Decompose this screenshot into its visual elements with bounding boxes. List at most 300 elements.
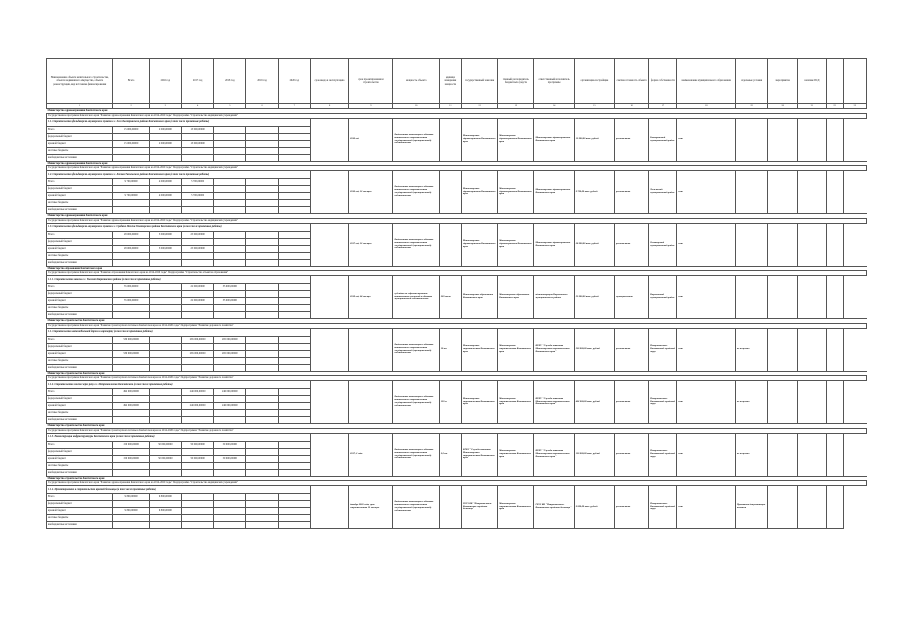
amount-year-4 <box>246 357 278 364</box>
amount-year-3 <box>214 147 246 154</box>
amount-year-3 <box>214 305 246 312</box>
amount-year-2 <box>181 154 213 161</box>
amount-year-2 <box>181 291 213 298</box>
object-row <box>47 171 867 179</box>
info-c21: нет <box>677 118 735 161</box>
header-cell: мощность объекта <box>393 59 439 104</box>
info-cell <box>798 433 826 476</box>
amount-year-1 <box>149 312 181 319</box>
ministry-name: Министерство здравоохранения Камчатского края <box>47 109 867 114</box>
info-term: декабрь 2016 года, срок строительства 12 месяцев <box>349 486 393 529</box>
info-term: 2016 год, 12 месяцев <box>349 171 393 214</box>
column-number: 10 <box>393 104 439 109</box>
amount-year-2 <box>181 364 213 371</box>
amount-year-1: 2 000,00000 <box>149 140 181 147</box>
info-cell <box>826 223 843 266</box>
info-cell <box>798 171 826 214</box>
amount-total: 28 000,00000 <box>113 231 149 238</box>
amount-total <box>113 312 149 319</box>
column-number: 11 <box>439 104 461 109</box>
info-c22 <box>735 171 767 214</box>
header-cell: сметная стоимость объекта <box>615 59 649 104</box>
amount-year-1 <box>149 336 181 343</box>
amount-year-4 <box>246 259 278 266</box>
amount-year-4 <box>246 469 278 476</box>
financing-source: внебюджетные источники <box>47 312 113 319</box>
amount-year-1 <box>149 462 181 469</box>
header-cell: главный распорядитель бюджетных средств <box>498 59 534 104</box>
program-name: Государственная программа Камчатского края "Развитие здравоохранения Камчатского края на 2014-2020 годы" Подпрограмма "Строительство медицинских учреждений" <box>47 218 867 223</box>
amount-year-3 <box>214 291 246 298</box>
info-c19: региональная <box>615 433 649 476</box>
amount-year-3 <box>214 357 246 364</box>
ministry-name: Министерство строительства Камчатского края <box>47 476 867 481</box>
header-row <box>47 59 867 104</box>
amount-year-2 <box>181 343 213 350</box>
financing-source: местные бюджеты <box>47 410 113 417</box>
amount-year-3 <box>214 186 246 193</box>
info-c20: Петропавловск-Камчатский городской округ <box>649 328 677 371</box>
info-c17: Министерство здравоохранения Камчатского края <box>534 223 574 266</box>
amount-total <box>113 410 149 417</box>
info-c18: 28 000,00 тыс. рублей <box>574 223 614 266</box>
column-number: 20 <box>768 104 798 109</box>
amount-year-3 <box>214 252 246 259</box>
column-number: 6 <box>246 104 278 109</box>
amount-year-1 <box>149 207 181 214</box>
amount-year-3 <box>214 259 246 266</box>
info-c15: ГБУЗ КК "Петропавловск-Камчатская городская больница" <box>461 486 497 529</box>
info-cell <box>798 381 826 424</box>
amount-year-1 <box>149 343 181 350</box>
amount-year-2 <box>181 200 213 207</box>
amount-total <box>113 522 149 529</box>
amount-year-5 <box>278 410 310 417</box>
info-c18: 9 700,00 тыс. рублей <box>574 171 614 214</box>
amount-year-5 <box>278 494 310 501</box>
amount-year-4 <box>246 238 278 245</box>
amount-total: 9 700,00000 <box>113 193 149 200</box>
amount-year-2: 246 000,00000 <box>181 389 213 396</box>
amount-year-3: 33 000,00000 <box>214 284 246 291</box>
amount-year-5 <box>278 364 310 371</box>
amount-year-3 <box>214 231 246 238</box>
column-number: 14 <box>534 104 574 109</box>
amount-year-5 <box>278 501 310 508</box>
amount-year-5 <box>278 508 310 515</box>
column-number: 13 <box>498 104 534 109</box>
info-c16: Министерство здравоохранения Камчатского края <box>498 171 534 214</box>
amount-total <box>113 357 149 364</box>
column-number: 1 <box>47 104 113 109</box>
amount-year-2 <box>181 186 213 193</box>
table-body <box>47 109 867 529</box>
info-c19: региональная <box>615 223 649 266</box>
amount-total: 150 000,00000 <box>113 455 149 462</box>
amount-year-4 <box>246 207 278 214</box>
info-mark: Бюджетные инвестиции в объекты капитального строительства государственной (муниципальной) собственности <box>393 381 439 424</box>
amount-year-1 <box>149 448 181 455</box>
info-c22 <box>735 223 767 266</box>
amount-year-4 <box>246 154 278 161</box>
amount-total <box>113 154 149 161</box>
amount-year-4 <box>246 298 278 305</box>
object-name: 1.1.4. Проектирование и строительство краевой больницы (в том числе проектные работы) <box>47 486 311 494</box>
financing-source: внебюджетные источники <box>47 154 113 161</box>
info-cell <box>826 328 843 371</box>
amount-total <box>113 396 149 403</box>
info-c18: 150 000,00 тыс. рублей <box>574 433 614 476</box>
column-number: 22 <box>826 104 843 109</box>
info-c20: Карагинский муниципальный район <box>649 276 677 319</box>
header-cell: государственный заказчик <box>461 59 497 104</box>
program-name: Государственная программа Камчатского края "Развитие здравоохранения Камчатского края на 2014-2020 годы" Подпрограмма "Строительство медицинских учреждений" <box>47 481 867 486</box>
program-name: Государственная программа Камчатского края "Развитие здравоохранения Камчатского края на 2014-2020 годы" Подпрограмма "Строительство медицинских учреждений" <box>47 113 867 118</box>
amount-year-3 <box>214 522 246 529</box>
amount-year-3 <box>214 410 246 417</box>
amount-total: 492 000,00000 <box>113 403 149 410</box>
amount-year-3 <box>214 140 246 147</box>
info-c14 <box>439 171 461 214</box>
column-number: 19 <box>735 104 767 109</box>
amount-year-1: 3 000,00000 <box>149 231 181 238</box>
info-cell <box>310 381 348 424</box>
amount-total <box>113 186 149 193</box>
column-number: 4 <box>181 104 213 109</box>
info-cell <box>798 223 826 266</box>
header-cell: организация-застройщик <box>574 59 614 104</box>
amount-year-3: 50 000,00000 <box>214 455 246 462</box>
amount-year-4 <box>246 396 278 403</box>
info-term <box>349 328 393 371</box>
amount-year-3: 50 000,00000 <box>214 441 246 448</box>
info-c22: Проектная документация имеется <box>735 486 767 529</box>
amount-total <box>113 515 149 522</box>
amount-year-5 <box>278 179 310 186</box>
info-cell <box>310 118 348 161</box>
amount-year-5 <box>278 147 310 154</box>
financing-source: Всего <box>47 389 113 396</box>
amount-year-3 <box>214 312 246 319</box>
amount-year-5 <box>278 133 310 140</box>
financing-source: Всего <box>47 494 113 501</box>
info-c16: Министерство здравоохранения Камчатского края <box>498 118 534 161</box>
amount-year-1 <box>149 133 181 140</box>
info-cell <box>768 486 798 529</box>
amount-year-4 <box>246 448 278 455</box>
object-name: 1.1. Строительство автомобильной дороги к аэропорту (в том числе проектные работы) <box>47 328 311 336</box>
amount-year-4 <box>246 284 278 291</box>
info-c16: Министерство строительства Камчатского края <box>498 486 534 529</box>
amount-year-3 <box>214 462 246 469</box>
amount-total: 28 000,00000 <box>113 245 149 252</box>
amount-year-2 <box>181 469 213 476</box>
amount-year-1 <box>149 252 181 259</box>
info-mark: субсидии на софинансирование капитальных вложений в объекты муниципальной собственности <box>393 276 439 319</box>
amount-year-2 <box>181 494 213 501</box>
amount-year-5 <box>278 417 310 424</box>
financing-source: краевой бюджет <box>47 455 113 462</box>
amount-year-1: 3 000,00000 <box>149 245 181 252</box>
program-name: Государственная программа Камчатского края "Развитие транспортной системы в Камчатском крае на 2014-2020 годы" Подпрограмма "Развитие дорожного хозяйства" <box>47 323 867 328</box>
info-mark: Бюджетные инвестиции в объекты капитального строительства государственной (муниципальной) собственности <box>393 171 439 214</box>
amount-year-2 <box>181 396 213 403</box>
column-number: 9 <box>349 104 393 109</box>
info-cell <box>768 223 798 266</box>
amount-year-5 <box>278 462 310 469</box>
amount-year-1 <box>149 238 181 245</box>
financing-source: федеральный бюджет <box>47 186 113 193</box>
info-cell <box>768 433 798 476</box>
amount-year-4 <box>246 364 278 371</box>
info-c15: Министерство здравоохранения Камчатского края <box>461 171 497 214</box>
amount-total: 530 000,00000 <box>113 350 149 357</box>
amount-year-5 <box>278 284 310 291</box>
amount-year-4 <box>246 508 278 515</box>
amount-year-3: 246 000,00000 <box>214 389 246 396</box>
amount-year-4 <box>246 455 278 462</box>
amount-year-4 <box>246 494 278 501</box>
amount-total: 530 000,00000 <box>113 336 149 343</box>
object-name: 1.2. Строительство фельдшерско-акушерского пункта в с. Лесная Тигильского района Камчатского края (в том числе проектные работы) <box>47 171 311 179</box>
header-cell: наличие ПСД <box>798 59 826 104</box>
amount-year-1 <box>149 154 181 161</box>
amount-year-5 <box>278 231 310 238</box>
amount-year-1 <box>149 147 181 154</box>
amount-year-4 <box>246 179 278 186</box>
header-cell: отдельные условия <box>735 59 767 104</box>
info-cell <box>798 276 826 319</box>
info-c21: нет <box>677 433 735 476</box>
info-c17: Министерство здравоохранения Камчатского края <box>534 118 574 161</box>
financing-source: краевой бюджет <box>47 350 113 357</box>
financing-source: местные бюджеты <box>47 200 113 207</box>
ministry-name: Министерство строительства Камчатского края <box>47 319 867 324</box>
amount-year-5 <box>278 389 310 396</box>
amount-year-1 <box>149 291 181 298</box>
amount-year-4 <box>246 133 278 140</box>
amount-year-1 <box>149 305 181 312</box>
ministry-name: Министерство здравоохранения Камчатского края <box>47 161 867 166</box>
amount-year-3 <box>214 179 246 186</box>
ministry-name: Министерство образования Камчатского края <box>47 266 867 271</box>
info-c20: Петропавловск-Камчатский городской округ <box>649 486 677 529</box>
info-c21: нет <box>677 328 735 371</box>
amount-year-1: 4 000,00000 <box>149 193 181 200</box>
amount-year-2 <box>181 252 213 259</box>
amount-year-5 <box>278 357 310 364</box>
info-cell <box>768 328 798 371</box>
info-c14: 320 мест <box>439 276 461 319</box>
financing-source: Всего <box>47 284 113 291</box>
amount-year-4 <box>246 403 278 410</box>
amount-year-3 <box>214 417 246 424</box>
financing-source: местные бюджеты <box>47 147 113 154</box>
amount-total: 55 000,00000 <box>113 298 149 305</box>
amount-total <box>113 469 149 476</box>
amount-year-4 <box>246 312 278 319</box>
amount-year-5 <box>278 259 310 266</box>
amount-total <box>113 238 149 245</box>
amount-year-2 <box>181 522 213 529</box>
object-name: 1.1. Строительство фельдшерско-акушерского пункта в с. Эссо Быстринского района Камчатского края (в том числе проектные работы) <box>47 118 311 126</box>
financing-source: федеральный бюджет <box>47 501 113 508</box>
info-c16: Министерство строительства Камчатского края <box>498 328 534 371</box>
amount-year-4 <box>246 410 278 417</box>
amount-year-1 <box>149 284 181 291</box>
header-cell: срок ввода в эксплуатацию <box>310 59 348 104</box>
info-cell <box>826 171 843 214</box>
amount-total <box>113 207 149 214</box>
info-c22: не получено <box>735 328 767 371</box>
amount-year-3 <box>214 207 246 214</box>
financing-source: Всего <box>47 126 113 133</box>
info-c14 <box>439 223 461 266</box>
amount-year-1 <box>149 200 181 207</box>
amount-year-4 <box>246 522 278 529</box>
header-cell <box>826 59 843 104</box>
info-c14: 10 км <box>439 328 461 371</box>
amount-year-2: 22 000,00000 <box>181 284 213 291</box>
amount-total <box>113 291 149 298</box>
info-c21: нет <box>677 276 735 319</box>
info-c21: нет <box>677 486 735 529</box>
amount-year-4 <box>246 389 278 396</box>
info-c20: Быстринский муниципальный район <box>649 118 677 161</box>
info-c15: Министерство строительства Камчатского края <box>461 381 497 424</box>
info-mark: Бюджетные инвестиции в объекты капитального строительства государственной (муниципальной) собственности <box>393 223 439 266</box>
amount-year-5 <box>278 343 310 350</box>
program-name: Государственная программа Камчатского края "Развитие здравоохранения Камчатского края на 2014-2020 годы" Подпрограмма "Строительство медицинских учреждений" <box>47 166 867 171</box>
amount-year-2 <box>181 305 213 312</box>
amount-year-1 <box>149 350 181 357</box>
info-cell <box>798 486 826 529</box>
financing-source: Всего <box>47 441 113 448</box>
info-cell <box>768 171 798 214</box>
ministry-name: Министерство строительства Камчатского края <box>47 424 867 429</box>
financing-source: внебюджетные источники <box>47 207 113 214</box>
amount-year-5 <box>278 186 310 193</box>
info-c14 <box>439 118 461 161</box>
info-cell <box>826 381 843 424</box>
info-cell <box>798 328 826 371</box>
info-cell <box>310 223 348 266</box>
amount-year-3 <box>214 193 246 200</box>
amount-year-1: 50 000,00000 <box>149 441 181 448</box>
info-c15: Министерство образования Камчатского края <box>461 276 497 319</box>
header-cell: наименование муниципального образования <box>677 59 735 104</box>
amount-total <box>113 259 149 266</box>
object-name: 1.1.3. Реконструкция инфраструктуры Камчатского края (в том числе проектные работы) <box>47 433 311 441</box>
amount-total: 9 800,00000 <box>113 494 149 501</box>
column-number: 2 <box>113 104 149 109</box>
amount-year-4 <box>246 462 278 469</box>
header-cell: 2020 год <box>278 59 310 104</box>
info-c17: КГКУ "Служба заказчика Министерства строительства Камчатского края" <box>534 381 574 424</box>
financing-source: местные бюджеты <box>47 515 113 522</box>
amount-year-2 <box>181 508 213 515</box>
amount-year-3 <box>214 396 246 403</box>
amount-year-1 <box>149 389 181 396</box>
amount-year-5 <box>278 403 310 410</box>
amount-year-3 <box>214 133 246 140</box>
amount-total <box>113 343 149 350</box>
amount-year-4 <box>246 515 278 522</box>
amount-year-2: 50 000,00000 <box>181 455 213 462</box>
info-c22 <box>735 276 767 319</box>
amount-year-5 <box>278 350 310 357</box>
info-term: 2016 год <box>349 118 393 161</box>
program-name: Государственная программа Камчатского края "Развитие транспортной системы в Камчатском крае на 2014-2020 годы" Подпрограмма "Развитие дорожного хозяйства" <box>47 376 867 381</box>
amount-year-4 <box>246 245 278 252</box>
financing-source: федеральный бюджет <box>47 291 113 298</box>
object-row <box>47 381 867 389</box>
amount-year-1 <box>149 469 181 476</box>
amount-year-5 <box>278 154 310 161</box>
info-c22 <box>735 118 767 161</box>
amount-year-5 <box>278 238 310 245</box>
amount-year-4 <box>246 252 278 259</box>
column-number: 16 <box>615 104 649 109</box>
header-cell: 2019 год <box>246 59 278 104</box>
amount-year-1: 4 000,00000 <box>149 179 181 186</box>
financing-source: Всего <box>47 336 113 343</box>
amount-year-5 <box>278 515 310 522</box>
amount-total: 9 700,00000 <box>113 179 149 186</box>
info-mark: Бюджетные инвестиции в объекты капитального строительства государственной (муниципальной) собственности <box>393 118 439 161</box>
financing-source: федеральный бюджет <box>47 133 113 140</box>
amount-year-2: 265 000,00000 <box>181 350 213 357</box>
info-c16: Министерство здравоохранения Камчатского края <box>498 223 534 266</box>
amount-year-4 <box>246 193 278 200</box>
info-cell <box>826 433 843 476</box>
amount-year-5 <box>278 140 310 147</box>
info-c14: 150 м <box>439 381 461 424</box>
header-cell: Наименование объекта капитального строительства, объекта недвижимого имущества, объекта реконструкции, вид источника финансирования <box>47 59 113 104</box>
ministry-name: Министерство строительства Камчатского края <box>47 371 867 376</box>
financing-source: местные бюджеты <box>47 305 113 312</box>
amount-year-5 <box>278 469 310 476</box>
object-row <box>47 276 867 284</box>
info-mark: Бюджетные инвестиции в объекты капитального строительства государственной (муниципальной) собственности <box>393 433 439 476</box>
financing-source: внебюджетные источники <box>47 417 113 424</box>
amount-year-2: 25 000,00000 <box>181 231 213 238</box>
info-cell <box>768 381 798 424</box>
column-number: 5 <box>214 104 246 109</box>
info-cell <box>826 118 843 161</box>
amount-total: 150 000,00000 <box>113 441 149 448</box>
info-term: 2017, 2 года <box>349 433 393 476</box>
info-c15: КГКУ "Служба заказчика Министерства строительства Камчатского края" <box>461 433 497 476</box>
amount-total <box>113 501 149 508</box>
info-c21: нет <box>677 223 735 266</box>
amount-year-3 <box>214 364 246 371</box>
info-c18: 492 000,00 тыс. рублей <box>574 381 614 424</box>
info-c20: Петропавловск-Камчатский городской округ <box>649 433 677 476</box>
financing-source: внебюджетные источники <box>47 522 113 529</box>
info-c15: Министерство здравоохранения Камчатского края <box>461 118 497 161</box>
info-c20: Олюторский муниципальный район <box>649 223 677 266</box>
object-name: 1.1.1. Строительство школы в с. Тымлат Карагинского района (в том числе проектные работы) <box>47 276 311 284</box>
info-mark: Бюджетные инвестиции в объекты капитального строительства государственной (муниципальной) собственности <box>393 328 439 371</box>
column-number: 7 <box>278 104 310 109</box>
info-cell <box>768 118 798 161</box>
amount-year-3 <box>214 515 246 522</box>
amount-total: 55 000,00000 <box>113 284 149 291</box>
financing-source: федеральный бюджет <box>47 396 113 403</box>
financing-source: федеральный бюджет <box>47 238 113 245</box>
amount-total <box>113 364 149 371</box>
